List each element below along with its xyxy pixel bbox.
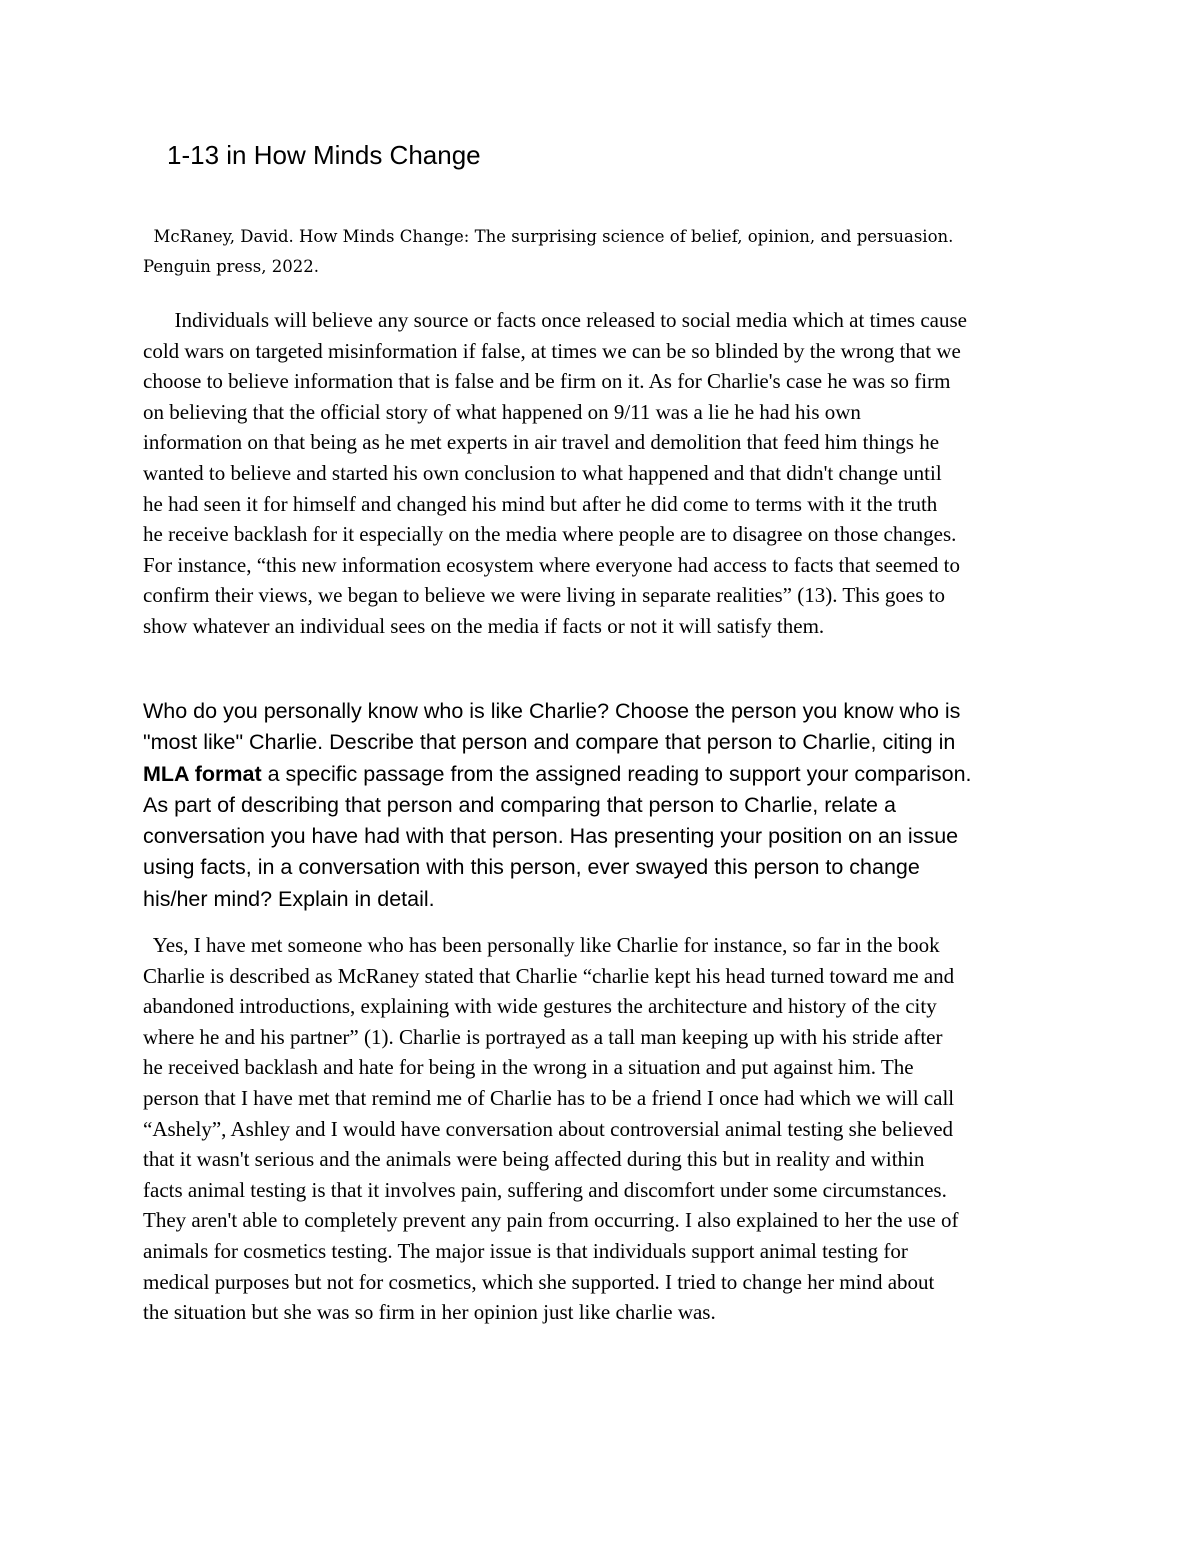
paragraph-line: wanted to believe and started his own conclusion to what happened and that didn't change until (143, 460, 942, 485)
paragraph-line: medical purposes but not for cosmetics, which she supported. I tried to change her mind about (143, 1269, 935, 1294)
response-paragraph-2 (143, 930, 1073, 1328)
citation-line: Penguin press, 2022. (143, 257, 319, 276)
paragraph-line: show whatever an individual sees on the media if facts or not it will satisfy them. (143, 613, 825, 638)
paragraph-line: he had seen it for himself and changed his mind but after he did come to terms with it the truth (143, 491, 938, 516)
paragraph-line: confirm their views, we began to believe we were living in separate realities” (13). This goes to (143, 583, 946, 608)
paragraph-line: that it wasn't serious and the animals were being affected during this but in reality and within (143, 1147, 925, 1172)
paragraph-line: the situation but she was so firm in her opinion just like charlie was. (143, 1300, 716, 1325)
prompt-line: using facts, in a conversation with this person, ever swayed this person to change (143, 855, 920, 880)
paragraph-line: “Ashely”, Ashley and I would have conversation about controversial animal testing she believed (143, 1116, 954, 1141)
paragraph-line: Charlie is described as McRaney stated that Charlie “charlie kept his head turned toward me and (143, 963, 955, 988)
paragraph-line: Yes, I have met someone who has been personally like Charlie for instance, so far in the book (143, 933, 940, 957)
paragraph-line: They aren't able to completely prevent any pain from occurring. I also explained to her the use of (143, 1208, 959, 1233)
citation-line: McRaney, David. How Minds Change: The surprising science of belief, opinion, and persuasion. (143, 227, 954, 246)
prompt-line: Who do you personally know who is like Charlie? Choose the person you know who is (143, 699, 961, 723)
prompt-line-text: a specific passage from the assigned reading to support your comparison. (261, 761, 972, 786)
paragraph-line: on believing that the official story of what happened on 9/11 was a lie he had his own (143, 399, 861, 424)
paragraph-line: person that I have met that remind me of Charlie has to be a friend I once had which we will call (143, 1085, 955, 1110)
response-paragraph-1 (143, 305, 1073, 642)
paragraph-line: abandoned introductions, explaining with wide gestures the architecture and history of the city (143, 994, 937, 1019)
paragraph-line: he receive backlash for it especially on the media where people are to disagree on those changes. (143, 522, 957, 547)
paragraph-line: facts animal testing is that it involves pain, suffering and discomfort under some circumstances. (143, 1177, 947, 1202)
paragraph-line: choose to believe information that is false and be firm on it. As for Charlie's case he was so firm (143, 369, 951, 394)
paragraph-line: he received backlash and hate for being in the wrong in a situation and put against him. The (143, 1055, 914, 1080)
prompt-line: "most like" Charlie. Describe that person and compare that person to Charlie, citing in (143, 730, 956, 755)
assignment-prompt (143, 696, 1073, 915)
works-cited-entry (143, 222, 1043, 282)
paragraph-line: where he and his partner” (1). Charlie is portrayed as a tall man keeping up with his stride after (143, 1024, 943, 1049)
prompt-line: his/her mind? Explain in detail. (143, 886, 435, 911)
paragraph-line: cold wars on targeted misinformation if false, at times we can be so blinded by the wrong that we (143, 338, 961, 363)
prompt-line (143, 759, 1073, 790)
paragraph-line: information on that being as he met experts in air travel and demolition that feed him things he (143, 430, 940, 455)
paragraph-line: For instance, “this new information ecosystem where everyone had access to facts that seemed to (143, 552, 960, 577)
mla-format-emphasis: MLA format (143, 761, 262, 786)
document-title: 1-13 in How Minds Change (167, 140, 481, 170)
paragraph-line: Individuals will believe any source or facts once released to social media which at times cause (143, 308, 967, 332)
prompt-line: As part of describing that person and comparing that person to Charlie, relate a (143, 792, 896, 817)
paragraph-line: animals for cosmetics testing. The major issue is that individuals support animal testing for (143, 1238, 908, 1263)
prompt-line: conversation you have had with that person. Has presenting your position on an issue (143, 824, 959, 849)
